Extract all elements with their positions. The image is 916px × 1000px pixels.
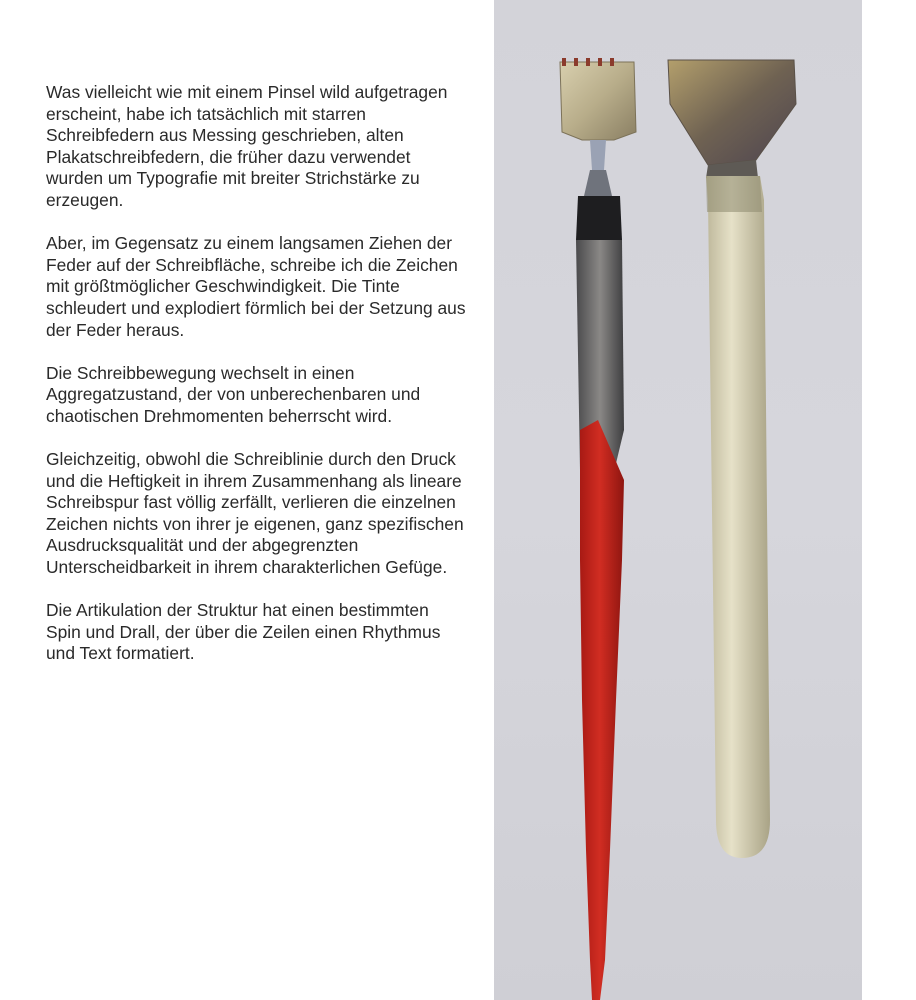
right-pen [668,60,796,858]
paragraph-4: Gleichzeitig, obwohl die Schreiblinie durch den Druck und die Heftigkeit in ihrem Zusammenhang als lineare Schreibspur fast völlig zerfällt, verlieren die einzelnen Zeichen nichts von ihrer je eigenen, ganz spezifischen Ausdrucksqualität und der abgegrenzten Unterscheidbarkeit in ihrem charakterlichen Gefüge. [46,449,464,578]
article-text [46,82,466,687]
pen-nibs-illustration [494,0,862,1000]
paragraph-1: Was vielleicht wie mit einem Pinsel wild aufgetragen erscheint, habe ich tatsächlich mit starren Schreibfedern aus Messing geschrieben, alten Plakatschreibfedern, die früher dazu verwendet wurden um Typografie mit breiter Strichstärke zu erzeugen. [46,82,448,210]
left-pen [560,58,636,1000]
paragraph-5: Die Artikulation der Struktur hat einen bestimmten Spin und Drall, der über die Zeilen einen Rhythmus und Text formatiert. [46,600,441,664]
pen-nibs-photo [494,0,862,1000]
paragraph-3: Die Schreibbewegung wechselt in einen Aggregatzustand, der von unberechenbaren und chaotischen Drehmomenten beherrscht wird. [46,362,421,426]
paragraph-2: Aber, im Gegensatz zu einem langsamen Ziehen der Feder auf der Schreibfläche, schreibe ich die Zeichen mit größtmöglicher Geschwindigkeit. Die Tinte schleudert und explodiert förmlich bei der Setzung aus der Feder heraus. [46,233,466,340]
